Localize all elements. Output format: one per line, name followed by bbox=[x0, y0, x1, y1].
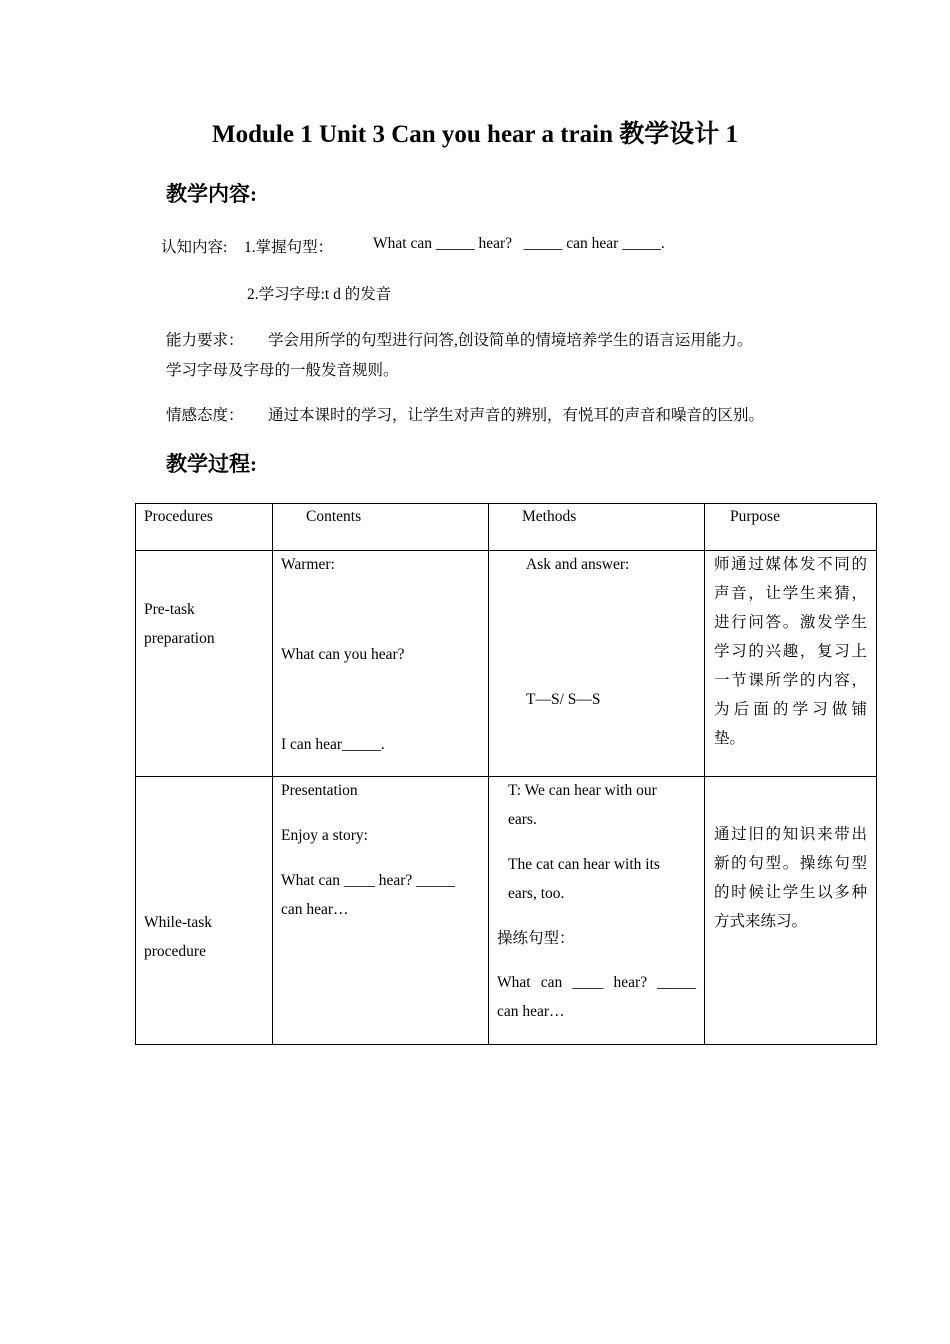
row2-teacher-line2: ears. bbox=[508, 811, 537, 828]
row1-ts: T—S/ S—S bbox=[526, 691, 601, 708]
row2-pattern-line2: can hear… bbox=[281, 901, 349, 918]
row1-purpose-line2: 声音，让学生来猜， bbox=[714, 585, 867, 602]
row2-procedure bbox=[136, 777, 273, 1045]
row2-story: Enjoy a story: bbox=[281, 827, 368, 844]
ability-text-2: 学习字母及字母的一般发音规则。 bbox=[166, 362, 399, 379]
header-purpose-label: Purpose bbox=[730, 508, 780, 525]
row1-answer: I can hear_____. bbox=[281, 736, 385, 753]
header-procedures bbox=[136, 504, 273, 551]
row2-cat-line1: The cat can hear with its bbox=[508, 856, 660, 873]
row1-contents bbox=[273, 551, 489, 777]
row2-cat-line2: ears, too. bbox=[508, 885, 565, 902]
table-row bbox=[136, 551, 877, 777]
row2-methods bbox=[489, 777, 705, 1045]
attitude-label: 情感态度： bbox=[166, 407, 244, 424]
row1-purpose-line7: 垫。 bbox=[714, 730, 746, 747]
row2-procedure-line1: While-task bbox=[144, 914, 213, 931]
table-header-row bbox=[136, 504, 877, 551]
ability-label: 能力要求： bbox=[166, 332, 244, 349]
row2-drill: 操练句型： bbox=[497, 930, 575, 947]
row1-question: What can you hear? bbox=[281, 646, 405, 663]
row1-methods bbox=[489, 551, 705, 777]
header-contents bbox=[273, 504, 489, 551]
row1-procedure bbox=[136, 551, 273, 777]
row1-procedure-line2: preparation bbox=[144, 630, 215, 647]
row2-presentation: Presentation bbox=[281, 782, 358, 799]
header-contents-label: Contents bbox=[306, 508, 362, 525]
header-procedures-label: Procedures bbox=[144, 508, 213, 525]
cognitive-item1-label: 1.掌握句型： bbox=[244, 239, 334, 256]
row2-purpose-line3: 的时候让学生以多种 bbox=[714, 884, 867, 901]
row2-purpose-line1: 通过旧的知识来带出 bbox=[714, 826, 867, 843]
row2-pattern-line1: What can ____ hear? _____ bbox=[281, 872, 455, 889]
section-heading-content: 教学内容: bbox=[166, 182, 257, 206]
row2-purpose-line4: 方式来练习。 bbox=[714, 913, 808, 930]
row1-purpose-line5: 一节课所学的内容， bbox=[714, 672, 867, 689]
row1-ask-answer: Ask and answer: bbox=[526, 556, 630, 573]
row1-purpose-line3: 进行问答。激发学生 bbox=[714, 614, 867, 631]
ability-text: 学会用所学的句型进行问答,创设简单的情境培养学生的语言运用能力。 bbox=[268, 332, 753, 349]
cognitive-item1-text: What can _____ hear? _____ can hear _____. bbox=[373, 235, 665, 252]
row1-warmer: Warmer: bbox=[281, 556, 335, 573]
row2-contents bbox=[273, 777, 489, 1045]
row2-methods-pattern-line1: What can ____ hear? _____ bbox=[497, 974, 696, 991]
row1-purpose-line4: 学习的兴趣，复习上 bbox=[714, 643, 867, 660]
header-methods bbox=[489, 504, 705, 551]
section-heading-process: 教学过程: bbox=[166, 452, 257, 476]
procedure-table bbox=[135, 503, 877, 1045]
table-row bbox=[136, 777, 877, 1045]
cognitive-item2: 2.学习字母:t d 的发音 bbox=[247, 286, 392, 303]
cognitive-label: 认知内容: bbox=[161, 239, 228, 256]
attitude-text: 通过本课时的学习，让学生对声音的辨别，有悦耳的声音和噪音的区别。 bbox=[268, 407, 765, 424]
row1-purpose-line6: 为后面的学习做铺 bbox=[714, 701, 867, 718]
header-methods-label: Methods bbox=[522, 508, 577, 525]
row2-purpose-line2: 新的句型。操练句型 bbox=[714, 855, 867, 872]
row1-purpose-line1: 师通过媒体发不同的 bbox=[714, 556, 867, 573]
row2-methods-pattern-line2: can hear… bbox=[497, 1003, 565, 1020]
header-purpose bbox=[705, 504, 877, 551]
row2-purpose bbox=[705, 777, 877, 1045]
page-title: Module 1 Unit 3 Can you hear a train 教学设计 1 bbox=[212, 121, 738, 148]
row1-procedure-line1: Pre-task bbox=[144, 601, 195, 618]
row2-procedure-line2: procedure bbox=[144, 943, 206, 960]
row2-teacher-line1: T: We can hear with our bbox=[508, 782, 657, 799]
row1-purpose bbox=[705, 551, 877, 777]
